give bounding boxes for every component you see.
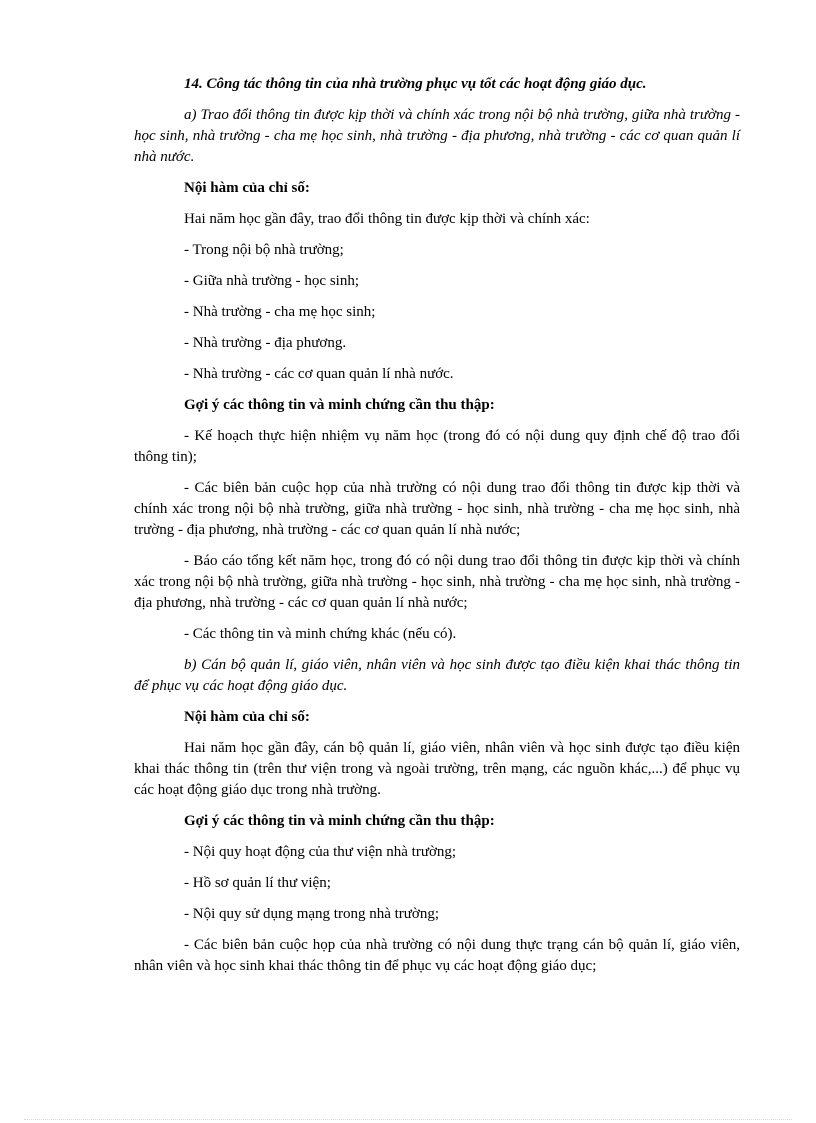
list-item: - Báo cáo tổng kết năm học, trong đó có nội dung trao đổi thông tin được kịp thời và chính xác trong nội bộ nhà trường, giữa nhà trường - học sinh, nhà trường - cha mẹ học sinh, nhà trường - địa phương, nhà trường - các cơ quan quản lí nhà nước; <box>134 553 740 611</box>
criterion-b-evidence-label: Gợi ý các thông tin và minh chứng cần thu thập: <box>184 813 495 829</box>
list-item: - Các thông tin và minh chứng khác (nếu có). <box>184 626 457 642</box>
criterion-a-content-intro: Hai năm học gần đây, trao đổi thông tin được kịp thời và chính xác: <box>184 211 590 227</box>
criterion-a-heading: a) Trao đổi thông tin được kịp thời và chính xác trong nội bộ nhà trường, giữa nhà trường - học sinh, nhà trường - cha mẹ học sinh, nhà trường - địa phương, nhà trường - các cơ quan quản lí nhà nước. <box>134 107 740 165</box>
list-item: - Nội quy hoạt động của thư viện nhà trường; <box>184 844 457 860</box>
list-item: - Các biên bản cuộc họp của nhà trường có nội dung thực trạng cán bộ quản lí, giáo viên, nhân viên và học sinh khai thác thông tin để phục vụ các hoạt động giáo dục; <box>134 937 740 974</box>
list-item: - Hồ sơ quản lí thư viện; <box>184 875 331 891</box>
section-title: 14. Công tác thông tin của nhà trường phục vụ tốt các hoạt động giáo dục. <box>184 76 647 92</box>
list-item: - Nhà trường - cha mẹ học sinh; <box>184 304 376 320</box>
list-item: - Nhà trường - địa phương. <box>184 335 347 351</box>
criterion-b-heading: b) Cán bộ quản lí, giáo viên, nhân viên và học sinh được tạo điều kiện khai thác thông tin để phục vụ các hoạt động giáo dục. <box>134 657 740 694</box>
list-item: - Giữa nhà trường - học sinh; <box>184 273 359 289</box>
criterion-b-content-label: Nội hàm của chỉ số: <box>184 709 310 725</box>
criterion-a-evidence-label: Gợi ý các thông tin và minh chứng cần thu thập: <box>184 397 495 413</box>
criterion-a-content-label: Nội hàm của chỉ số: <box>184 180 310 196</box>
list-item: - Trong nội bộ nhà trường; <box>184 242 344 258</box>
list-item: - Nhà trường - các cơ quan quản lí nhà nước. <box>184 366 454 382</box>
criterion-b-content-text: Hai năm học gần đây, cán bộ quản lí, giáo viên, nhân viên và học sinh được tạo điều kiện khai thác thông tin (trên thư viện trong và ngoài trường, trên mạng, các nguồn khác,...) để phục vụ các hoạt động giáo dục trong nhà trường. <box>134 740 740 798</box>
list-item: - Kế hoạch thực hiện nhiệm vụ năm học (trong đó có nội dung quy định chế độ trao đổi thông tin); <box>134 428 740 465</box>
list-item: - Nội quy sử dụng mạng trong nhà trường; <box>184 906 439 922</box>
list-item: - Các biên bản cuộc họp của nhà trường có nội dung trao đổi thông tin được kịp thời và chính xác trong nội bộ nhà trường, giữa nhà trường - học sinh, nhà trường - cha mẹ học sinh, nhà trường - địa phương, nhà trường - các cơ quan quản lí nhà nước; <box>134 480 740 538</box>
document-page <box>134 72 740 987</box>
page-bottom-divider <box>24 1119 792 1120</box>
